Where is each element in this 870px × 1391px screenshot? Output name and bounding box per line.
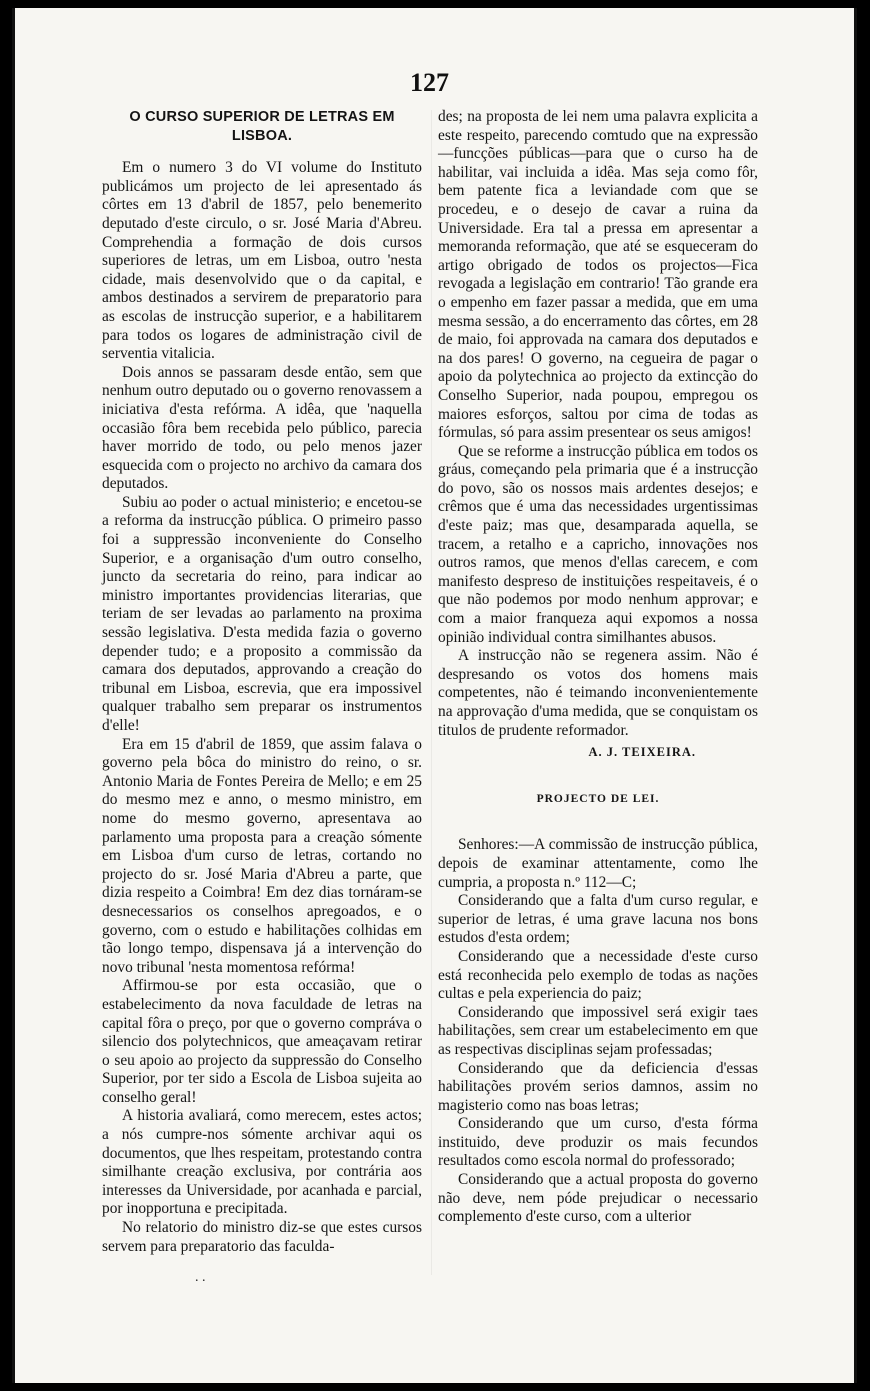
footer-mark: . .: [195, 1270, 206, 1285]
right-column: [438, 108, 758, 1227]
paragraph: Dois annos se passaram desde então, sem que nenhum outro deputado ou o governo renovassem a iniciativa d'esta refórma. A idêa, que 'naquella occasião fôra bem recebida pelo público, parecia haver morrido de todo, ou pelo menos jazer esquecida com o projecto no archivo da camara dos deputados.: [102, 363, 422, 493]
section-subheading: PROJECTO DE LEI.: [536, 792, 660, 805]
column-divider: [431, 110, 432, 1275]
paragraph: des; na proposta de lei nem uma palavra explicita a este respeito, parecendo comtudo que na expressão—funcções públicas—para que o curso ha de habilitar, vai incluida a idêa. Mas seja como fôr, bem patente fica a leviandade com que se procedeu, e o desejo de cavar a ruina da Universidade. Era tal a pressa em apresentar a memoranda reformação, que até se esqueceram do artigo obrigado de todos os projectos—Fica revogada a legislação em contrario! Tão grande era o empenho em fazer passar a medida, que em uma mesma sessão, a do encerramento das côrtes, em 28 de maio, foi approvada na camara dos deputados e na dos pares! O governo, na cegueira de pagar o apoio da polytechnica ao projecto da extincção do Conselho Superior, nada poupou, empregou os maiores esforços, saltou por cima de todas as fórmulas, só para assim presentear os seus amigos!: [438, 108, 758, 442]
author-signature: A. J. TEIXEIRA.: [588, 745, 696, 760]
paragraph: Considerando que da deficiencia d'essas habilitações provém serios damnos, assim no magisterio como nas boas letras;: [438, 1059, 758, 1114]
document-page: [12, 8, 857, 1383]
paragraph: Considerando que um curso, d'esta fórma instituido, deve produzir os mais fecundos resultados como escola normal do professorado;: [438, 1115, 758, 1170]
paragraph: Considerando que a necessidade d'este curso está reconhecida pelo exemplo de todas as nações cultas e pela experiencia do paiz;: [438, 947, 758, 1003]
paragraph: Que se reforme a instrucção pública em todos os gráus, começando pela primaria que é a instrucção do povo, são os nossos mais ardentes desejos; e crêmos que é uma das necessidades urgentissimas d'este paiz; mas que, desamparada aquella, se tracem, a retalho e a capricho, innovações nos outros ramos, que menos d'ellas carecem, e com manifesto despreso de instituições respeitaveis, é o que não podemos por modo nenhum approvar; e com a maior franqueza aqui expomos a nossa opinião individual contra similhantes abusos.: [438, 442, 758, 646]
article-heading: O CURSO SUPERIOR DE LETRAS EM LISBOA.: [129, 109, 395, 144]
paragraph: Em o numero 3 do VI volume do Instituto publicámos um projecto de lei apresentado ás côrtes em 13 d'abril de 1857, pelo benemerito deputado d'este circulo, o sr. José Maria d'Abreu. Comprehendia a formação de dois cursos superiores de letras, um em Lisboa, outro 'nesta cidade, mais desenvolvido que o da capital, e ambos destinados a servirem de preparatorio para as escolas de instrucção superior, e a habilitarem para todos os logares de administração civil de serventia vitalicia.: [102, 159, 422, 363]
paragraph: Considerando que impossivel será exigir taes habilitações, sem crear um estabelecimento em que as respectivas disciplinas sejam professadas;: [438, 1003, 758, 1058]
paragraph: A historia avaliará, como merecem, estes actos; a nós cumpre-nos sómente archivar aqui os documentos, que lhes respeitam, protestando contra similhante creação exclusiva, por contrária aos interesses da Universidade, por acanhada e parcial, por inopportuna e precipitada.: [102, 1107, 422, 1218]
paragraph: Considerando que a falta d'um curso regular, e superior de letras, é uma grave lacuna nos bons estudos d'esta ordem;: [438, 892, 758, 947]
paragraph: Considerando que a actual proposta do governo não deve, nem póde prejudicar o necessario complemento d'este curso, com a ulterior: [438, 1171, 758, 1226]
paragraph: Subiu ao poder o actual ministerio; e encetou-se a reforma da instrucção pública. O primeiro passo foi a suppressão inconveniente do Conselho Superior, e a organisação d'um outro conselho, juncto da secretaria do reino, para indicar ao ministro importantes providencias literarias, que teriam de ser levadas ao parlamento na proxima sessão legislativa. D'esta medida fazia o governo depender tudo; e a proposito a commissão da camara dos deputados, approvando a creação do tribunal em Lisboa, escrevia, que era impossivel qualquer trabalho sem preparar os instrumentos d'elle!: [102, 493, 422, 734]
paragraph: Senhores:—A commissão de instrucção pública, depois de examinar attentamente, como lhe cumpria, a proposta n.º 112—C;: [438, 836, 758, 891]
left-column: [102, 108, 422, 1256]
paragraph: No relatorio do ministro diz-se que estes cursos servem para preparatorio das faculda-: [102, 1219, 422, 1255]
paragraph: Affirmou-se por esta occasião, que o estabelecimento da nova faculdade de letras na capital fôra o preço, por que o governo compráva o silencio dos polytechnicos, que ameaçavam retirar o seu apoio ao projecto da suppressão do Conselho Superior, por ter sido a Escola de Lisboa sujeita ao conselho geral!: [102, 977, 422, 1106]
page-number: 127: [410, 68, 449, 97]
paragraph: A instrucção não se regenera assim. Não é despresando os votos dos homens mais competentes, não é teimando inconvenientemente na approvação d'uma medida, que se conquistam os titulos de prudente reformador.: [438, 647, 758, 739]
paragraph: Era em 15 d'abril de 1859, que assim falava o governo pela bôca do ministro do reino, o sr. Antonio Maria de Fontes Pereira de Mello; e em 25 do mesmo mez e anno, o mesmo ministro, em nome do mesmo governo, apresentava ao parlamento uma proposta para a creação sómente em Lisboa d'um curso de letras, cortando no projecto do sr. José Maria d'Abreu a parte, que dizia respeito a Coimbra! Em dez dias tornáram-se desnecessarios os conselhos apregoados, e o governo, com o estudo e habilitações colhidas em tão longo tempo, dispensava já a intervenção do novo tribunal 'nesta momentosa refórma!: [102, 735, 422, 976]
